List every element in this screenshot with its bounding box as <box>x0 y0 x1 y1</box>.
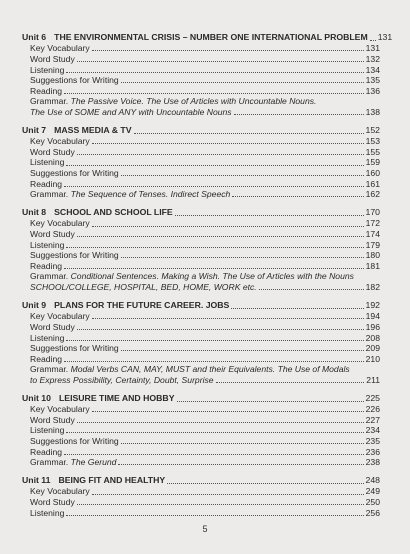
dot-leader <box>121 174 364 176</box>
grammar-text <box>30 189 230 200</box>
toc-entry[interactable] <box>22 261 380 272</box>
unit-title: MASS MEDIA & TV <box>54 124 132 135</box>
unit-page: 225 <box>365 392 380 403</box>
entry-page: 238 <box>365 457 380 468</box>
toc-entry[interactable] <box>22 240 380 251</box>
entry-page: 210 <box>365 353 380 364</box>
toc-entry[interactable] <box>22 168 380 179</box>
entry-label: Suggestions for Writing <box>30 168 119 179</box>
grammar-text <box>30 457 116 468</box>
grammar-label: Grammar. <box>30 271 69 282</box>
grammar-topic: Conditional Sentences. Making a Wish. The Use of Articles with the Nouns <box>70 271 354 282</box>
dot-leader <box>66 339 363 341</box>
toc-entry[interactable] <box>22 147 380 158</box>
entry-label: Suggestions for Writing <box>30 250 119 261</box>
entry-page: 180 <box>365 250 380 261</box>
unit-section <box>22 475 380 518</box>
unit-number: Unit 8 <box>22 207 47 218</box>
dot-leader <box>259 288 364 290</box>
unit-section <box>22 207 380 293</box>
entry-label: Word Study <box>30 321 75 332</box>
toc-entry[interactable] <box>22 322 380 333</box>
unit-page: 192 <box>365 299 380 310</box>
entry-page: 134 <box>365 64 380 75</box>
entry-page: 182 <box>365 282 380 293</box>
dot-leader <box>92 317 364 319</box>
dot-leader <box>92 142 364 144</box>
entry-page: 155 <box>365 146 380 157</box>
dot-leader <box>77 503 364 505</box>
dot-leader <box>92 493 364 495</box>
entry-label: Listening <box>30 157 65 168</box>
unit-heading[interactable] <box>22 207 380 218</box>
dot-leader <box>121 349 364 351</box>
page-number: 5 <box>202 524 208 534</box>
dot-leader <box>167 482 363 484</box>
entry-label: Key Vocabulary <box>30 486 90 497</box>
dot-leader <box>64 267 364 269</box>
unit-heading[interactable] <box>22 393 380 404</box>
dot-leader <box>216 381 365 383</box>
dot-leader <box>177 400 364 402</box>
entry-label: Key Vocabulary <box>30 136 90 147</box>
entry-page: 250 <box>365 497 380 508</box>
dot-leader <box>77 421 364 423</box>
grammar-label: Grammar. <box>30 364 69 375</box>
toc-entry[interactable] <box>22 43 380 54</box>
unit-number: Unit 10 <box>22 392 51 403</box>
dot-leader <box>92 49 364 51</box>
dot-leader <box>234 113 364 115</box>
entry-label: Reading <box>30 353 63 364</box>
unit-page: 248 <box>365 475 380 486</box>
entry-page: 234 <box>365 425 380 436</box>
dot-leader <box>175 214 364 216</box>
entry-label: Listening <box>30 425 65 436</box>
entry-page: 131 <box>365 43 380 54</box>
entry-label: Listening <box>30 332 65 343</box>
entry-page: 172 <box>365 218 380 229</box>
grammar-entry[interactable] <box>22 457 380 468</box>
unit-title: SCHOOL AND SCHOOL LIFE <box>54 207 173 218</box>
toc-entry[interactable] <box>22 486 380 497</box>
entry-label: Reading <box>30 446 63 457</box>
entry-label: Key Vocabulary <box>30 404 90 415</box>
entry-label: Key Vocabulary <box>30 218 90 229</box>
entry-page: 196 <box>365 321 380 332</box>
entry-page: 162 <box>365 189 380 200</box>
grammar-text <box>30 271 354 282</box>
unit-heading[interactable] <box>22 300 380 311</box>
entry-page: 160 <box>365 168 380 179</box>
toc-entry[interactable] <box>22 179 380 190</box>
dot-leader <box>64 185 364 187</box>
entry-page: 161 <box>365 178 380 189</box>
entry-page: 227 <box>365 414 380 425</box>
grammar-topic: The Gerund <box>70 457 117 468</box>
entry-label: Word Study <box>30 497 75 508</box>
toc-entry[interactable] <box>22 354 380 365</box>
toc-entry[interactable] <box>22 86 380 97</box>
dot-leader <box>64 92 364 94</box>
toc-entry[interactable] <box>22 250 380 261</box>
unit-section <box>22 300 380 386</box>
dot-leader <box>77 153 364 155</box>
entry-page: 226 <box>365 404 380 415</box>
dot-leader <box>121 81 364 83</box>
dot-leader <box>121 256 364 258</box>
grammar-topic: Modal Verbs CAN, MAY, MUST and their Equivalents. The Use of Modals <box>70 364 350 375</box>
unit-title: LEISURE TIME AND HOBBY <box>58 392 175 403</box>
dot-leader <box>66 246 363 248</box>
toc-entry[interactable] <box>22 333 380 344</box>
unit-page: 152 <box>365 124 380 135</box>
entry-page: 181 <box>365 260 380 271</box>
entry-page: 235 <box>365 435 380 446</box>
entry-label: Key Vocabulary <box>30 311 90 322</box>
dot-leader <box>134 132 364 134</box>
entry-page: 135 <box>365 75 380 86</box>
entry-page: 136 <box>365 85 380 96</box>
unit-title: BEING FIT AND HEALTHY <box>58 475 166 486</box>
dot-leader <box>66 71 363 73</box>
entry-label: Listening <box>30 64 65 75</box>
toc-entry[interactable] <box>22 136 380 147</box>
dot-leader <box>66 164 363 166</box>
entry-label: Suggestions for Writing <box>30 75 119 86</box>
entry-page: 236 <box>365 446 380 457</box>
dot-leader <box>64 360 364 362</box>
toc-entry[interactable] <box>22 508 380 519</box>
dot-leader <box>118 463 363 465</box>
entry-label: Suggestions for Writing <box>30 435 119 446</box>
dot-leader <box>64 453 364 455</box>
grammar-topic: The Use of SOME and ANY with Uncountable Nouns <box>30 106 232 117</box>
toc-entry[interactable] <box>22 404 380 415</box>
entry-page: 132 <box>365 53 380 64</box>
dot-leader <box>77 235 364 237</box>
grammar-entry[interactable] <box>22 271 380 282</box>
grammar-entry-continued[interactable] <box>22 282 380 293</box>
entry-page: 256 <box>365 507 380 518</box>
dot-leader <box>77 60 364 62</box>
entry-page: 211 <box>366 374 380 385</box>
dot-leader <box>77 328 364 330</box>
toc-entry[interactable] <box>22 157 380 168</box>
unit-section <box>22 125 380 200</box>
entry-page: 208 <box>365 332 380 343</box>
unit-heading[interactable] <box>22 475 380 486</box>
grammar-text <box>30 96 316 107</box>
entry-label: Word Study <box>30 53 75 64</box>
unit-number: Unit 9 <box>22 299 47 310</box>
grammar-entry-continued[interactable] <box>22 107 380 118</box>
entry-label: Reading <box>30 85 63 96</box>
entry-page: 138 <box>365 106 380 117</box>
entry-label: Reading <box>30 178 63 189</box>
unit-section <box>22 32 393 118</box>
dot-leader <box>231 307 363 309</box>
toc-entry[interactable] <box>22 229 380 240</box>
entry-label: Listening <box>30 507 65 518</box>
grammar-topic: The Sequence of Tenses. Indirect Speech <box>70 189 231 200</box>
entry-page: 153 <box>365 136 380 147</box>
grammar-entry[interactable] <box>22 189 380 200</box>
grammar-topic: SCHOOL/COLLEGE, HOSPITAL, BED, HOME, WORK etc. <box>30 282 257 293</box>
entry-page: 174 <box>365 229 380 240</box>
unit-number: Unit 11 <box>22 475 51 486</box>
grammar-text <box>30 364 350 375</box>
entry-page: 179 <box>365 239 380 250</box>
grammar-entry[interactable] <box>22 96 380 107</box>
entry-page: 209 <box>365 343 380 354</box>
unit-section <box>22 393 380 468</box>
toc-entry[interactable] <box>22 75 380 86</box>
toc-entry[interactable] <box>22 447 380 458</box>
grammar-label: Grammar. <box>30 189 69 200</box>
dot-leader <box>92 410 364 412</box>
unit-heading[interactable] <box>22 32 393 43</box>
dot-leader <box>370 39 376 41</box>
unit-number: Unit 7 <box>22 124 47 135</box>
grammar-topic: The Passive Voice. The Use of Articles with Uncountable Nouns. <box>70 96 317 107</box>
toc-entry[interactable] <box>22 436 380 447</box>
grammar-label: Grammar. <box>30 96 69 107</box>
table-of-contents <box>22 32 393 526</box>
dot-leader <box>66 514 363 516</box>
toc-entry[interactable] <box>22 497 380 508</box>
toc-entry[interactable] <box>22 425 380 436</box>
entry-page: 194 <box>365 311 380 322</box>
dot-leader <box>121 442 364 444</box>
toc-entry[interactable] <box>22 311 380 322</box>
entry-label: Word Study <box>30 229 75 240</box>
dot-leader <box>92 225 364 227</box>
unit-number: Unit 6 <box>22 32 47 42</box>
unit-page: 170 <box>365 207 380 218</box>
entry-label: Key Vocabulary <box>30 43 90 54</box>
toc-entry[interactable] <box>22 54 380 65</box>
toc-entry[interactable] <box>22 65 380 76</box>
entry-label: Word Study <box>30 146 75 157</box>
dot-leader <box>232 195 363 197</box>
grammar-topic: to Express Possibility, Certainty, Doubt, Surprise <box>30 374 214 385</box>
toc-entry[interactable] <box>22 218 380 229</box>
unit-page: 131 <box>377 32 393 42</box>
entry-label: Listening <box>30 239 65 250</box>
toc-entry[interactable] <box>22 415 380 426</box>
entry-label: Suggestions for Writing <box>30 343 119 354</box>
entry-label: Reading <box>30 260 63 271</box>
grammar-entry-continued[interactable] <box>22 375 380 386</box>
entry-page: 249 <box>365 486 380 497</box>
grammar-label: Grammar. <box>30 457 69 468</box>
dot-leader <box>66 431 363 433</box>
grammar-entry[interactable] <box>22 364 380 375</box>
unit-title: THE ENVIRONMENTAL CRISIS – NUMBER ONE INTERNATIONAL PROBLEM <box>54 32 368 42</box>
unit-title: PLANS FOR THE FUTURE CAREER. JOBS <box>54 299 230 310</box>
entry-page: 159 <box>365 157 380 168</box>
entry-label: Word Study <box>30 414 75 425</box>
toc-entry[interactable] <box>22 343 380 354</box>
unit-heading[interactable] <box>22 125 380 136</box>
